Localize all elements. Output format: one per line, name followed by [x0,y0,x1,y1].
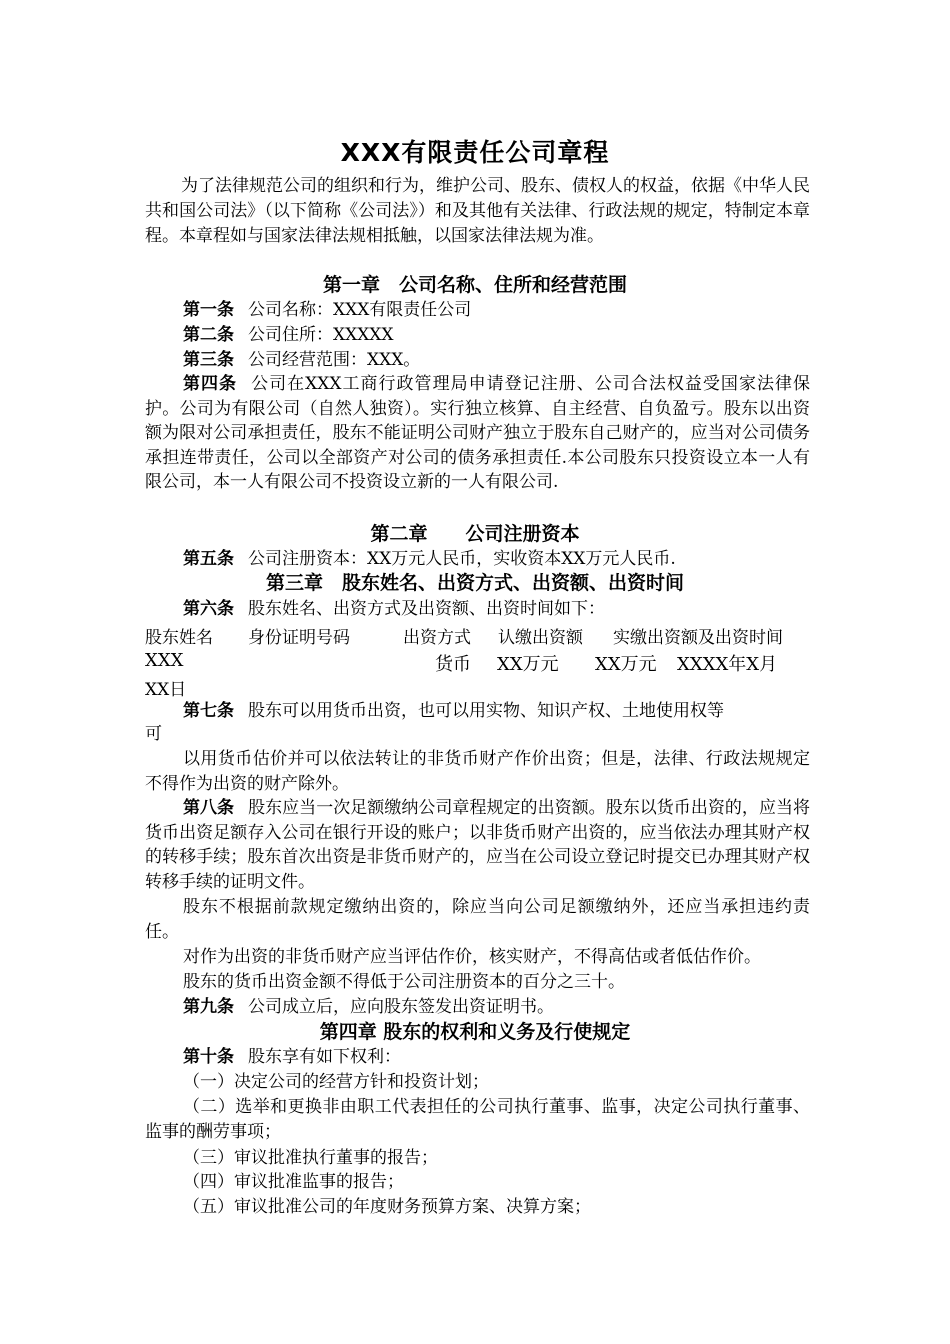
table-header-paid: 实缴出资额及出资时间 [613,628,783,648]
liability-paragraph: 股东不根据前款规定缴纳出资的，除应当向公司足额缴纳外，还应当承担违约责任。 [145,897,810,942]
table-cell-paid: XX万元 [595,654,657,675]
article-label: 第五条 [183,549,234,569]
article-label: 第一条 [183,300,234,320]
chapter-3-heading: 第三章 股东姓名、出资方式、出资额、出资时间 [265,572,684,594]
article-label: 第七条 [183,701,234,721]
article-label: 第九条 [183,997,234,1017]
article-text: 股东姓名、出资方式及出资额、出资时间如下： [248,599,605,619]
rights-item: （一）决定公司的经营方针和投资计划； [183,1072,489,1092]
table-cell-time: XXXX年X月 [677,654,778,675]
ratio-paragraph: 股东的货币出资金额不得低于公司注册资本的百分之三十。 [183,972,625,992]
article-text: 公司住所：XXXXX [248,325,394,345]
article-label: 第三条 [183,350,234,370]
article-2 [183,323,394,347]
document-title: XXX有限责任公司章程 [340,138,610,167]
article-label: 第四条 [183,374,238,394]
table-header-id: 身份证明号码 [248,628,350,648]
article-text: 股东享有如下权利： [248,1047,401,1067]
article-text: 公司注册资本：XX万元人民币，实收资本XX万元人民币. [248,549,676,569]
table-cell-time-cont: XX日 [145,680,187,700]
article-text: 股东可以用货币出资，也可以用实物、知识产权、土地使用权等 [248,701,724,721]
table-header-subscribed: 认缴出资额 [498,628,583,648]
valuation-paragraph: 对作为出资的非货币财产应当评估作价，核实财产，不得高估或者低估作价。 [183,947,761,967]
article-label: 第二条 [183,325,234,345]
chapter-1-heading: 第一章 公司名称、住所和经营范围 [322,274,627,296]
chapter-2-heading: 第二章 公司注册资本 [370,523,580,545]
article-7-continued: 以用货币估价并可以依法转让的非货币财产作价出资；但是，法律、行政法规规定不得作为出资的财产除外。 [145,749,810,794]
article-4 [145,372,810,495]
rights-item: （四）审议批准监事的报告； [183,1172,404,1192]
article-10 [183,1045,401,1069]
table-header-method: 出资方式 [403,628,471,648]
rights-item: （三）审议批准执行董事的报告； [183,1148,438,1168]
article-label: 第八条 [183,798,235,818]
article-1 [183,298,471,322]
article-text: 股东应当一次足额缴纳公司章程规定的出资额。股东以货币出资的，应当将货币出资足额存入公司在银行开设的账户；以非货币财产出资的，应当依法办理其财产权的转移手续；股东首次出资是非货币财产的，应当在公司设立登记时提交已办理其财产权转移手续的证明文件。 [145,798,811,892]
rights-item: （五）审议批准公司的年度财务预算方案、决算方案； [183,1197,591,1217]
rights-item: （二）选举和更换非由职工代表担任的公司执行董事、监事，决定公司执行董事、监事的酬劳事项； [145,1097,810,1142]
chapter-4-heading: 第四章 股东的权利和义务及行使规定 [319,1021,631,1043]
article-label: 第六条 [183,599,234,619]
article-text: 公司经营范围：XXX。 [248,350,421,370]
article-text: 公司成立后，应向股东签发出资证明书。 [248,997,554,1017]
article-text: 公司在XXX工商行政管理局申请登记注册、公司合法权益受国家法律保护。公司为有限公司（自然人独资）。实行独立核算、自主经营、自负盈亏。股东以出资额为限对公司承担责任，股东不能证明公司财产独立于股东自己财产的，应当对公司债务承担连带责任，公司以全部资产对公司的债务承担责任.本公司股东只投资设立本一人有限公司，本一人有限公司不投资设立新的一人有限公司. [145,374,811,492]
article-6 [183,597,605,621]
article-3 [183,348,420,372]
table-cell-subscribed: XX万元 [497,654,559,675]
article-7 [183,699,724,723]
article-7-wrap: 可 [145,724,162,744]
table-header-name: 股东姓名 [145,628,213,648]
table-cell-method: 货币 [435,654,471,675]
article-9 [183,995,554,1019]
article-label: 第十条 [183,1047,234,1067]
article-5 [183,547,676,571]
article-text: 公司名称：XXX有限责任公司 [248,300,472,320]
preamble-paragraph: 为了法律规范公司的组织和行为，维护公司、股东、债权人的权益，依据《中华人民共和国公司法》（以下简称《公司法》）和及其他有关法律、行政法规的规定，特制定本章程。本章程如与国家法律法规相抵触，以国家法律法规为准。 [145,176,810,246]
table-cell-name: XXX [145,650,184,671]
article-8 [145,796,810,894]
